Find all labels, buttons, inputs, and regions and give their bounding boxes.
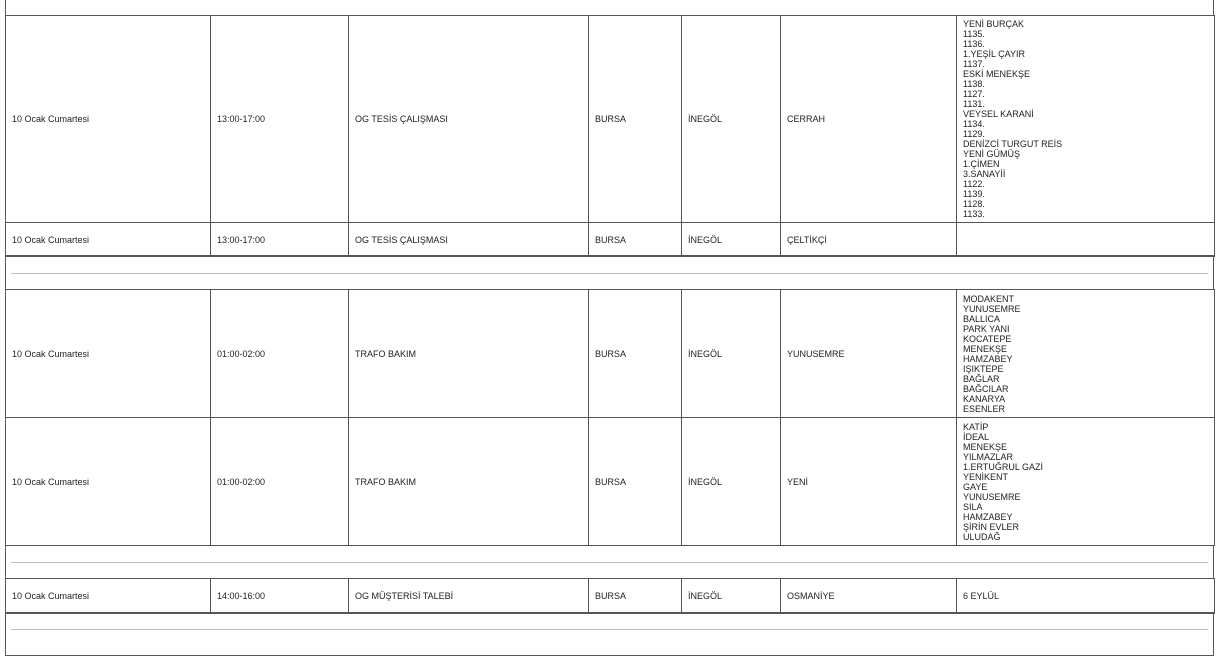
group-separator xyxy=(5,612,1214,656)
time-cell: 14:00-16:00 xyxy=(211,579,349,614)
city-cell: BURSA xyxy=(589,579,682,614)
streets-cell xyxy=(957,16,1215,223)
outage-group-1 xyxy=(5,15,1214,257)
time-cell: 01:00-02:00 xyxy=(211,418,349,546)
neighborhood-cell: YUNUSEMRE xyxy=(781,290,957,418)
street-item: YILMAZLAR xyxy=(963,451,1014,462)
street-item: GAYE xyxy=(963,481,988,492)
district-cell: İNEGÖL xyxy=(682,223,781,257)
street-item: 1.ERTUĞRUL GAZİ xyxy=(963,461,1044,472)
street-item: 1137. xyxy=(963,59,985,69)
street-item: KATİP xyxy=(963,421,989,432)
table-row xyxy=(6,223,1215,257)
street-item: YENİ GÜMÜŞ xyxy=(963,149,1021,159)
neighborhood-cell: OSMANİYE xyxy=(781,579,957,614)
street-item: BAĞLAR xyxy=(963,373,1000,384)
neighborhood-cell: ÇELTİKÇİ xyxy=(781,223,957,257)
streets-cell xyxy=(957,223,1215,257)
date-cell: 10 Ocak Cumartesi xyxy=(6,418,211,546)
street-item: YENİKENT xyxy=(963,471,1009,482)
street-item: ŞİRİN EVLER xyxy=(963,521,1020,532)
city-cell: BURSA xyxy=(589,418,682,546)
street-item: YUNUSEMRE xyxy=(963,303,1021,314)
street-item: KOCATEPE xyxy=(963,333,1012,344)
street-item: 1139. xyxy=(963,189,985,199)
street-item: YUNUSEMRE xyxy=(963,491,1021,502)
street-item: DENİZCİ TURGUT REİS xyxy=(963,139,1063,149)
type-cell: OG TESİS ÇALIŞMASI xyxy=(349,16,589,223)
street-item: 1122. xyxy=(963,179,985,189)
neighborhood-cell: YENİ xyxy=(781,418,957,546)
street-item: VEYSEL KARANİ xyxy=(963,109,1034,119)
top-partial-separator xyxy=(5,0,1214,16)
type-cell: OG MÜŞTERİSİ TALEBİ xyxy=(349,579,589,614)
separator-rule xyxy=(11,629,1208,630)
district-cell: İNEGÖL xyxy=(682,579,781,614)
street-item: ESENLER xyxy=(963,403,1006,414)
time-cell: 01:00-02:00 xyxy=(211,290,349,418)
table-row xyxy=(6,418,1215,546)
street-item: BAĞCILAR xyxy=(963,383,1009,394)
date-cell: 10 Ocak Cumartesi xyxy=(6,579,211,614)
street-item: ULUDAĞ xyxy=(963,531,1001,542)
city-cell: BURSA xyxy=(589,16,682,223)
district-cell: İNEGÖL xyxy=(682,290,781,418)
outage-table xyxy=(5,289,1215,546)
street-item: MODAKENT xyxy=(963,293,1015,304)
street-item: KANARYA xyxy=(963,393,1006,404)
street-item: 1136. xyxy=(963,39,985,49)
street-item: İDEAL xyxy=(963,431,990,442)
street-item: 1133. xyxy=(963,209,985,219)
streets-cell xyxy=(957,418,1215,546)
street-item: 1.YEŞİL ÇAYIR xyxy=(963,49,1026,59)
table-row xyxy=(6,16,1215,223)
streets-cell xyxy=(957,290,1215,418)
district-cell: İNEGÖL xyxy=(682,16,781,223)
street-item: ESKİ MENEKŞE xyxy=(963,69,1031,79)
street-item: 1131. xyxy=(963,99,985,109)
type-cell: TRAFO BAKIM xyxy=(349,418,589,546)
date-cell: 10 Ocak Cumartesi xyxy=(6,16,211,223)
street-item: IŞIKTEPE xyxy=(963,363,1004,374)
streets-cell xyxy=(957,579,1215,614)
neighborhood-cell: CERRAH xyxy=(781,16,957,223)
outage-group-3 xyxy=(5,578,1214,614)
street-item: HAMZABEY xyxy=(963,511,1013,522)
time-cell: 13:00-17:00 xyxy=(211,16,349,223)
outage-group-2 xyxy=(5,289,1214,546)
street-item: 1134. xyxy=(963,119,985,129)
group-separator xyxy=(5,545,1214,579)
street-item: 1.ÇİMEN xyxy=(963,159,1000,169)
date-cell: 10 Ocak Cumartesi xyxy=(6,290,211,418)
street-item: 1128. xyxy=(963,199,985,209)
street-item: YENİ BURÇAK xyxy=(963,19,1025,29)
separator-rule xyxy=(11,562,1208,563)
outage-table xyxy=(5,578,1215,614)
street-item: MENEKŞE xyxy=(963,343,1008,354)
street-item: 1129. xyxy=(963,129,985,139)
outage-table xyxy=(5,15,1215,257)
street-item: 3.SANAYİİ xyxy=(963,169,1006,179)
street-item: MENEKŞE xyxy=(963,441,1008,452)
date-cell: 10 Ocak Cumartesi xyxy=(6,223,211,257)
street-item: 1127. xyxy=(963,89,985,99)
street-item: BALLICA xyxy=(963,313,1001,324)
city-cell: BURSA xyxy=(589,290,682,418)
group-separator xyxy=(5,255,1214,290)
table-row xyxy=(6,290,1215,418)
street-item: SILA xyxy=(963,501,983,512)
type-cell: OG TESİS ÇALIŞMASI xyxy=(349,223,589,257)
street-item: 6 EYLÜL xyxy=(963,591,1000,601)
street-item: 1138. xyxy=(963,79,985,89)
street-item: HAMZABEY xyxy=(963,353,1013,364)
separator-rule xyxy=(11,273,1208,274)
type-cell: TRAFO BAKIM xyxy=(349,290,589,418)
district-cell: İNEGÖL xyxy=(682,418,781,546)
time-cell: 13:00-17:00 xyxy=(211,223,349,257)
city-cell: BURSA xyxy=(589,223,682,257)
street-item: 1135. xyxy=(963,29,985,39)
street-item: PARK YANI xyxy=(963,323,1010,334)
table-row xyxy=(6,579,1215,614)
